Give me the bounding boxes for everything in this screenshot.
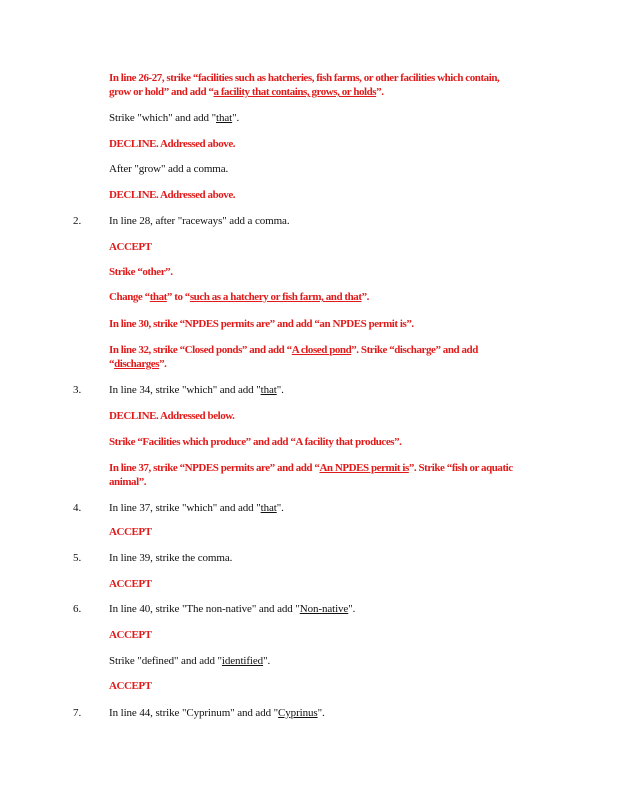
text-segment: ". (348, 603, 356, 615)
text-segment: animal”. (109, 476, 147, 488)
text-segment: ACCEPT (109, 526, 152, 538)
text-segment: ” to “ (166, 291, 190, 303)
text-segment: Change “ (109, 291, 150, 303)
response-line (109, 410, 234, 423)
text-segment: ACCEPT (109, 680, 152, 692)
item-number: 7. (73, 707, 82, 719)
text-segment: ". (263, 655, 271, 667)
inserted-text: such as a hatchery or fish farm, and that (189, 291, 362, 303)
response-line (109, 86, 384, 99)
response-line (109, 680, 152, 693)
text-segment: In line 44, strike "Cyprinum" and add " (109, 707, 279, 719)
amendment-line (109, 707, 325, 720)
text-segment: Strike "which" and add " (109, 112, 216, 124)
amendment-line (109, 603, 355, 616)
inserted-text: that (149, 291, 167, 303)
response-line (109, 476, 146, 489)
amendment-line (109, 163, 228, 176)
text-segment: ”. (376, 86, 384, 98)
response-line (109, 578, 152, 591)
text-segment: In line 37, strike “NPDES permits are” and add “ (109, 462, 320, 474)
text-segment: ”. (361, 291, 369, 303)
text-segment: Strike “other”. (109, 266, 173, 278)
response-line (109, 436, 401, 449)
inserted-text: An NPDES permit is (319, 462, 409, 474)
response-line (109, 526, 152, 539)
text-segment: DECLINE. Addressed above. (109, 189, 236, 201)
text-segment: Strike “Facilities which produce” and add “A facility that produces”. (109, 436, 402, 448)
text-segment: DECLINE. Addressed below. (109, 410, 235, 422)
response-line (109, 462, 513, 475)
text-segment: In line 26-27, strike “facilities such as hatcheries, fish farms, or other facilities which contain, (109, 72, 500, 84)
text-segment: ACCEPT (109, 578, 152, 590)
response-line (109, 189, 235, 202)
response-line (109, 344, 478, 357)
inserted-text: a facility that contains, grows, or holds (213, 86, 377, 98)
text-segment: ". (276, 502, 284, 514)
text-segment: In line 28, after "raceways" add a comma. (109, 215, 290, 227)
amendment-line (109, 384, 284, 397)
text-segment: In line 34, strike "which" and add " (109, 384, 261, 396)
response-line (109, 629, 152, 642)
amendment-line (109, 502, 284, 515)
item-number: 6. (73, 603, 82, 615)
item-number: 4. (73, 502, 82, 514)
text-segment: ”. Strike “discharge” and add (351, 344, 478, 356)
text-segment: “ (109, 358, 115, 370)
response-line (109, 241, 152, 254)
response-line (109, 318, 414, 331)
response-line (109, 358, 166, 371)
inserted-text: A closed pond (291, 344, 352, 356)
text-segment: ”. (159, 358, 167, 370)
text-segment: ACCEPT (109, 241, 152, 253)
text-segment: Strike "defined" and add " (109, 655, 222, 667)
response-line (109, 266, 173, 279)
text-segment: In line 39, strike the comma. (109, 552, 233, 564)
response-line (109, 291, 369, 304)
text-segment: ". (317, 707, 325, 719)
text-segment: ”. Strike “fish or aquatic (408, 462, 513, 474)
inserted-text: identified (221, 655, 264, 667)
text-segment: DECLINE. Addressed above. (109, 138, 236, 150)
text-segment: In line 37, strike "which" and add " (109, 502, 261, 514)
text-segment: In line 32, strike “Closed ponds” and add “ (109, 344, 292, 356)
inserted-text: that (260, 384, 277, 396)
text-segment: In line 30, strike “NPDES permits are” and add “an NPDES permit is”. (109, 318, 414, 330)
text-segment: ". (276, 384, 284, 396)
inserted-text: Non-native (299, 603, 349, 615)
amendment-line (109, 655, 270, 668)
inserted-text: discharges (114, 358, 160, 370)
text-segment: ". (232, 112, 240, 124)
amendment-line (109, 215, 290, 228)
text-segment: ACCEPT (109, 629, 152, 641)
amendment-line (109, 552, 232, 565)
item-number: 3. (73, 384, 82, 396)
response-line (109, 138, 235, 151)
inserted-text: that (260, 502, 277, 514)
text-segment: In line 40, strike "The non-native" and add " (109, 603, 300, 615)
response-line (109, 72, 499, 85)
text-segment: grow or hold” and add “ (109, 86, 214, 98)
inserted-text: that (216, 112, 233, 124)
item-number: 5. (73, 552, 82, 564)
inserted-text: Cyprinus (278, 707, 318, 719)
amendment-line (109, 112, 239, 125)
text-segment: After "grow" add a comma. (109, 163, 229, 175)
item-number: 2. (73, 215, 82, 227)
